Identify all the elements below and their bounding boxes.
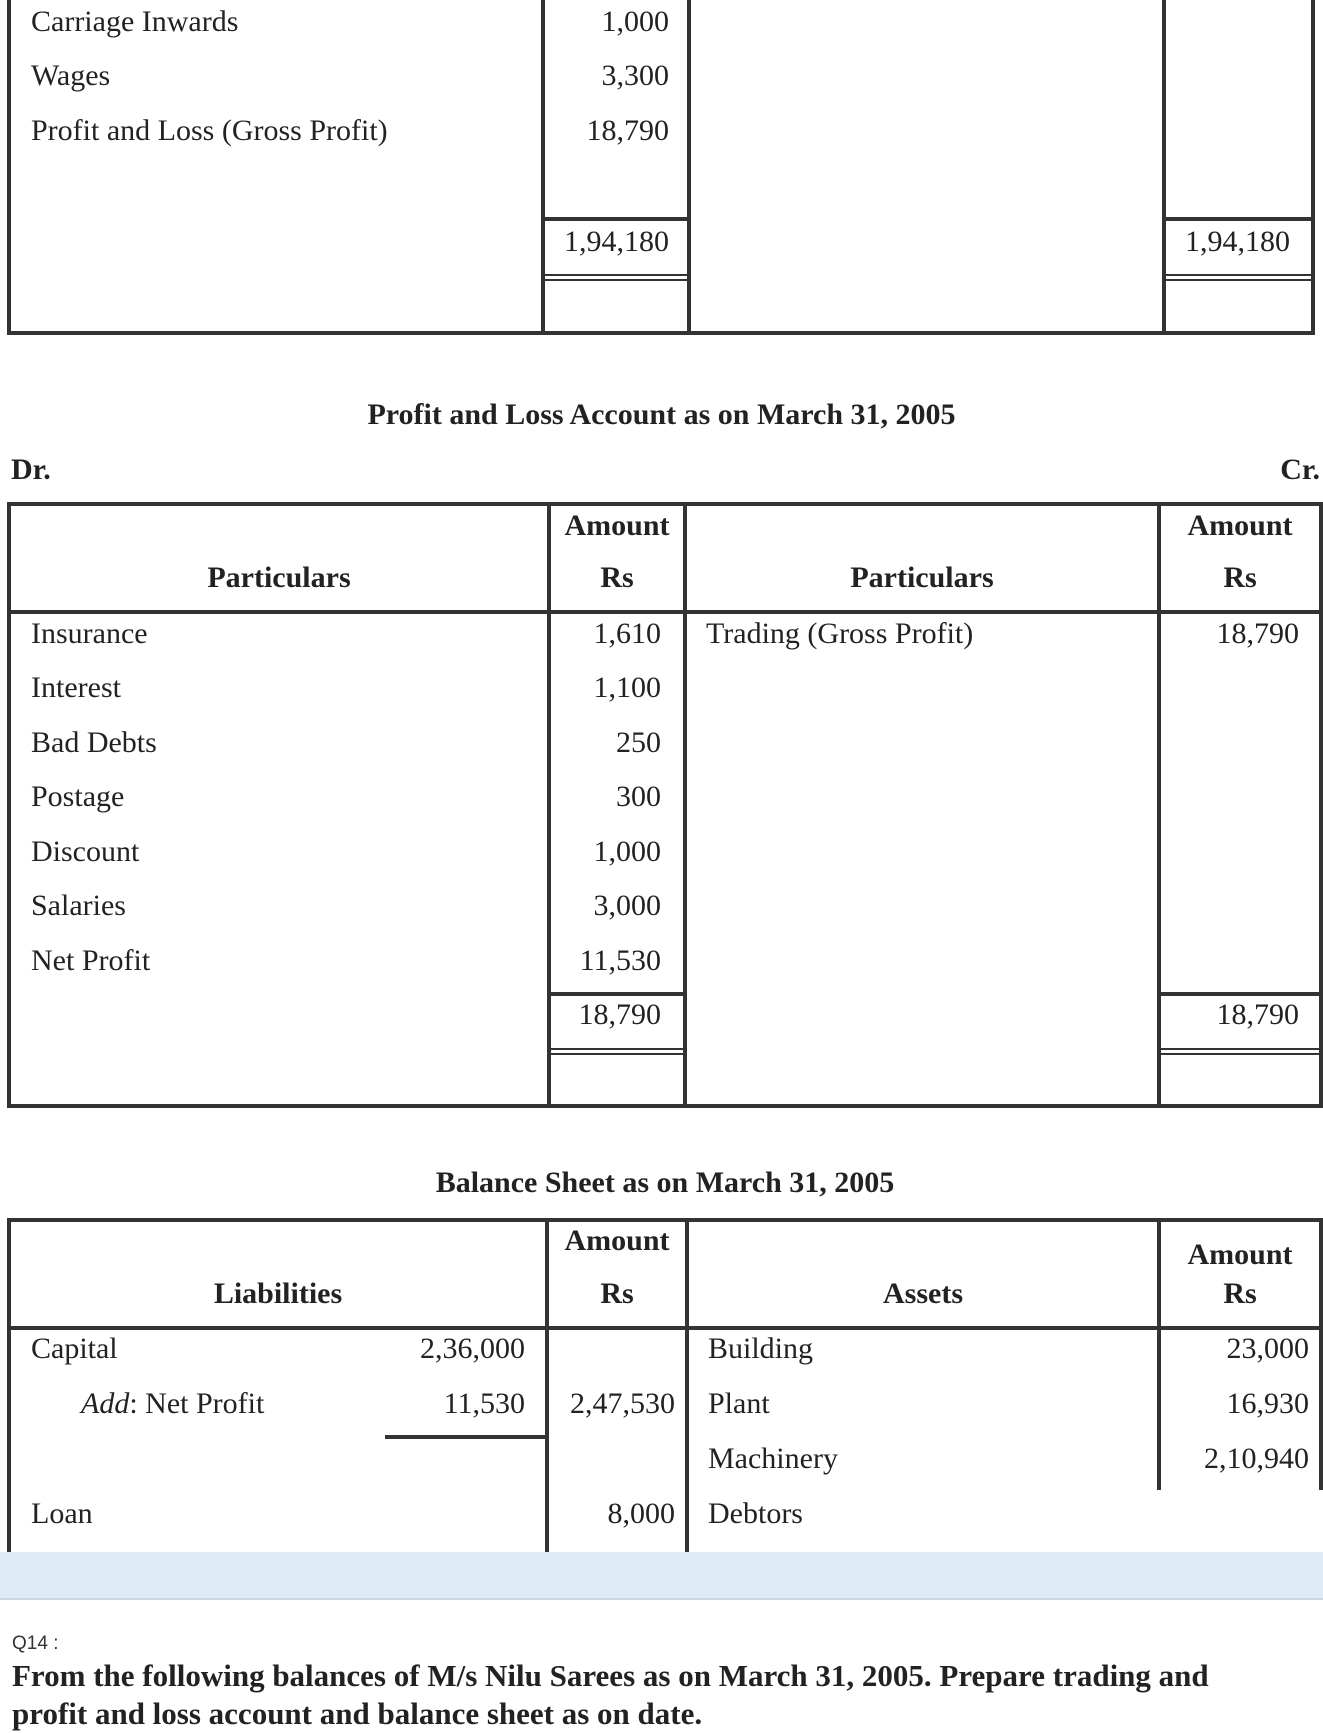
table-border-bottom xyxy=(7,1104,1323,1108)
add-net-profit-label xyxy=(81,1387,264,1421)
cr-row-particulars: Trading (Gross Profit) xyxy=(706,617,974,650)
dr-row-amount: 3,000 xyxy=(593,889,661,922)
dr-row-amount: 1,610 xyxy=(593,617,661,650)
dr-row-particulars: Salaries xyxy=(31,889,126,922)
asset-name: Debtors xyxy=(708,1497,803,1530)
add-label-italic: Add xyxy=(81,1387,130,1420)
dr-row-particulars: Net Profit xyxy=(31,944,151,977)
dr-total: 18,790 xyxy=(578,998,661,1031)
header-amount: Amount xyxy=(564,1224,670,1257)
row-particulars: Carriage Inwards xyxy=(31,5,239,38)
double-rule xyxy=(1162,279,1315,281)
dr-row-amount: 300 xyxy=(616,780,661,813)
subtotal-rule xyxy=(385,1435,547,1439)
header-rule xyxy=(7,610,1323,614)
row-amount: 1,000 xyxy=(601,5,669,38)
asset-amount: 16,930 xyxy=(1226,1387,1309,1420)
table-border-right xyxy=(1319,1218,1323,1490)
question-line-1: From the following balances of M/s Nilu Sarees as on March 31, 2005. Prepare trading and xyxy=(12,1658,1209,1693)
dr-row-amount: 1,000 xyxy=(593,835,661,868)
question-label: Q14 : xyxy=(12,1633,59,1654)
header-particulars: Particulars xyxy=(850,561,994,594)
column-divider xyxy=(1162,0,1166,335)
cr-total: 18,790 xyxy=(1216,998,1299,1031)
asset-name: Machinery xyxy=(708,1442,838,1475)
table-border-left xyxy=(7,1218,11,1552)
header-particulars: Particulars xyxy=(207,561,351,594)
question-line-2: profit and loss account and balance sheet as on date. xyxy=(12,1696,703,1731)
double-rule xyxy=(541,274,691,276)
loan-label: Loan xyxy=(31,1497,93,1530)
asset-amount: 23,000 xyxy=(1226,1332,1309,1365)
double-rule xyxy=(547,1053,687,1055)
dr-row-amount: 11,530 xyxy=(579,944,661,977)
double-rule xyxy=(1157,1048,1323,1050)
header-currency: Rs xyxy=(1223,561,1257,594)
cr-label: Cr. xyxy=(1280,453,1320,486)
total-rule xyxy=(541,217,691,221)
column-divider xyxy=(541,0,545,335)
column-divider xyxy=(687,0,691,335)
dr-row-particulars: Interest xyxy=(31,671,121,704)
table-border-bottom xyxy=(7,331,1315,335)
table-border-top xyxy=(7,502,1323,506)
table-border-right xyxy=(1311,0,1315,335)
dr-row-particulars: Discount xyxy=(31,835,140,868)
section-separator xyxy=(0,1552,1323,1600)
total-rule xyxy=(1162,217,1315,221)
cr-row-amount: 18,790 xyxy=(1216,617,1299,650)
balance-sheet-title: Balance Sheet as on March 31, 2005 xyxy=(435,1166,895,1199)
header-rule xyxy=(7,1326,1323,1330)
asset-amount: 2,10,940 xyxy=(1204,1442,1309,1475)
header-assets: Assets xyxy=(883,1277,963,1310)
dr-row-particulars: Postage xyxy=(31,780,125,813)
table-border-top xyxy=(7,1218,1323,1222)
double-rule xyxy=(1162,274,1315,276)
header-currency: Rs xyxy=(600,1277,634,1310)
cr-total: 1,94,180 xyxy=(1185,225,1290,258)
pl-title: Profit and Loss Account as on March 31, 2005 xyxy=(367,398,956,431)
header-liabilities: Liabilities xyxy=(213,1277,343,1310)
row-amount: 3,300 xyxy=(601,59,669,92)
table-border-left xyxy=(7,0,11,335)
total-rule xyxy=(1157,992,1323,996)
double-rule xyxy=(547,1048,687,1050)
dr-row-amount: 1,100 xyxy=(593,671,661,704)
header-amount: Amount xyxy=(1187,1238,1293,1271)
double-rule xyxy=(1157,1053,1323,1055)
capital-amount: 2,36,000 xyxy=(420,1332,525,1365)
asset-name: Building xyxy=(708,1332,814,1365)
row-amount: 18,790 xyxy=(586,114,669,147)
dr-label: Dr. xyxy=(11,453,51,486)
header-amount: Amount xyxy=(564,509,670,542)
table-border-right xyxy=(1319,502,1323,1108)
row-particulars: Wages xyxy=(31,59,111,92)
column-divider xyxy=(685,1218,689,1552)
capital-total: 2,47,530 xyxy=(570,1387,675,1420)
add-label-rest: : Net Profit xyxy=(129,1387,265,1420)
double-rule xyxy=(541,279,691,281)
dr-row-particulars: Insurance xyxy=(31,617,148,650)
header-amount: Amount xyxy=(1187,509,1293,542)
total-rule xyxy=(547,992,687,996)
net-profit-amount: 11,530 xyxy=(443,1387,525,1420)
asset-name: Plant xyxy=(708,1387,770,1420)
dr-total: 1,94,180 xyxy=(564,225,669,258)
loan-amount: 8,000 xyxy=(607,1497,675,1530)
dr-row-particulars: Bad Debts xyxy=(31,726,157,759)
dr-row-amount: 250 xyxy=(616,726,661,759)
capital-label: Capital xyxy=(31,1332,118,1365)
header-currency: Rs xyxy=(600,561,634,594)
header-currency: Rs xyxy=(1223,1277,1257,1310)
row-particulars: Profit and Loss (Gross Profit) xyxy=(31,114,388,147)
